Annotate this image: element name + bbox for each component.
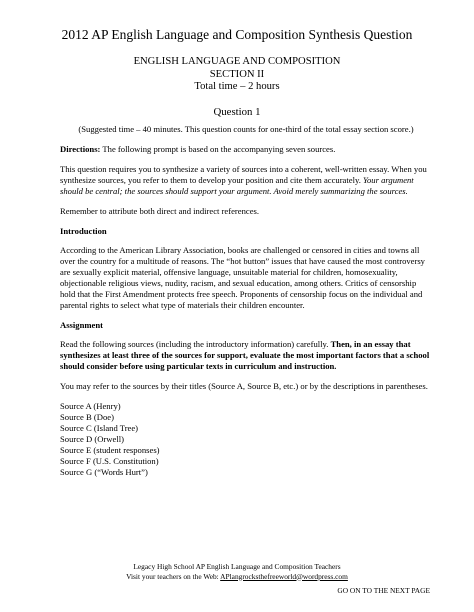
assignment-paragraph bbox=[60, 339, 432, 372]
teacher-website-link[interactable]: APlangrocksthefreeworld@wordpress.com bbox=[220, 571, 348, 581]
document-body bbox=[60, 124, 432, 478]
source-item: Source F (U.S. Constitution) bbox=[60, 456, 159, 466]
source-list bbox=[60, 401, 432, 478]
assignment-text: Read the following sources (including the introductory information) carefully. bbox=[60, 339, 331, 349]
document-title: 2012 AP English Language and Composition Synthesis Question bbox=[61, 27, 413, 42]
section-header bbox=[0, 56, 474, 94]
assignment-bold: Then, in an essay that synthesizes at least three of the sources for support, evaluate the most important factors that a school should consider before using particular texts in curriculum and instruction. bbox=[60, 339, 430, 371]
source-item: Source G (“Words Hurt”) bbox=[60, 467, 148, 477]
introduction-heading: Introduction bbox=[60, 226, 107, 236]
attribution-reminder: Remember to attribute both direct and indirect references. bbox=[60, 206, 260, 216]
synthesis-italic: Your argument should be central; the sources should support your argument. Avoid merely summarizing the sources. bbox=[60, 175, 414, 196]
synthesis-paragraph bbox=[60, 164, 432, 197]
source-item: Source A (Henry) bbox=[60, 401, 121, 411]
source-item: Source E (student responses) bbox=[60, 445, 160, 455]
directions-label: Directions: bbox=[60, 144, 101, 154]
total-time: Total time – 2 hours bbox=[194, 81, 280, 93]
section-label: SECTION II bbox=[209, 68, 265, 80]
refer-paragraph: You may refer to the sources by their titles (Source A, Source B, etc.) or by the descriptions in parentheses. bbox=[60, 381, 428, 391]
directions-paragraph bbox=[60, 144, 432, 155]
exam-name: ENGLISH LANGUAGE AND COMPOSITION bbox=[133, 56, 341, 67]
footer-web-prefix: Visit your teachers on the Web: bbox=[126, 571, 221, 581]
source-item: Source B (Doe) bbox=[60, 412, 114, 422]
directions-text: The following prompt is based on the accompanying seven sources. bbox=[100, 144, 336, 154]
synthesis-text: This question requires you to synthesize a variety of sources into a coherent, well-written essay. When you synthesize sources, you refer to them to develop your position and cite them accurately. bbox=[60, 164, 427, 185]
question-heading: Question 1 bbox=[213, 106, 261, 118]
source-item: Source C (Island Tree) bbox=[60, 423, 139, 433]
footer-credit: Legacy High School AP English Language and Composition Teachers bbox=[133, 562, 341, 571]
page-footer bbox=[0, 562, 474, 581]
introduction-text: According to the American Library Association, books are challenged or censored in cities and towns all over the country for a multitude of reasons. The “hot button” issues that have caused the most controversy are sexually explicit material, offensive language, unsuitable material for children, homosexuality, objectionable religious views, nudity, racism, and sexual education, among others. Critics of censorship hold that the First Amendment protects free speech. Proponents of censorship focus on the individual and parental rights to select what type of materials their children encounter. bbox=[60, 245, 425, 310]
source-item: Source D (Orwell) bbox=[60, 434, 124, 444]
assignment-heading: Assignment bbox=[60, 320, 103, 330]
footer-web-line bbox=[0, 572, 474, 582]
suggested-time: (Suggested time – 40 minutes. This question counts for one-third of the total essay section score.) bbox=[78, 124, 414, 134]
next-page-note: GO ON TO THE NEXT PAGE bbox=[337, 586, 430, 595]
